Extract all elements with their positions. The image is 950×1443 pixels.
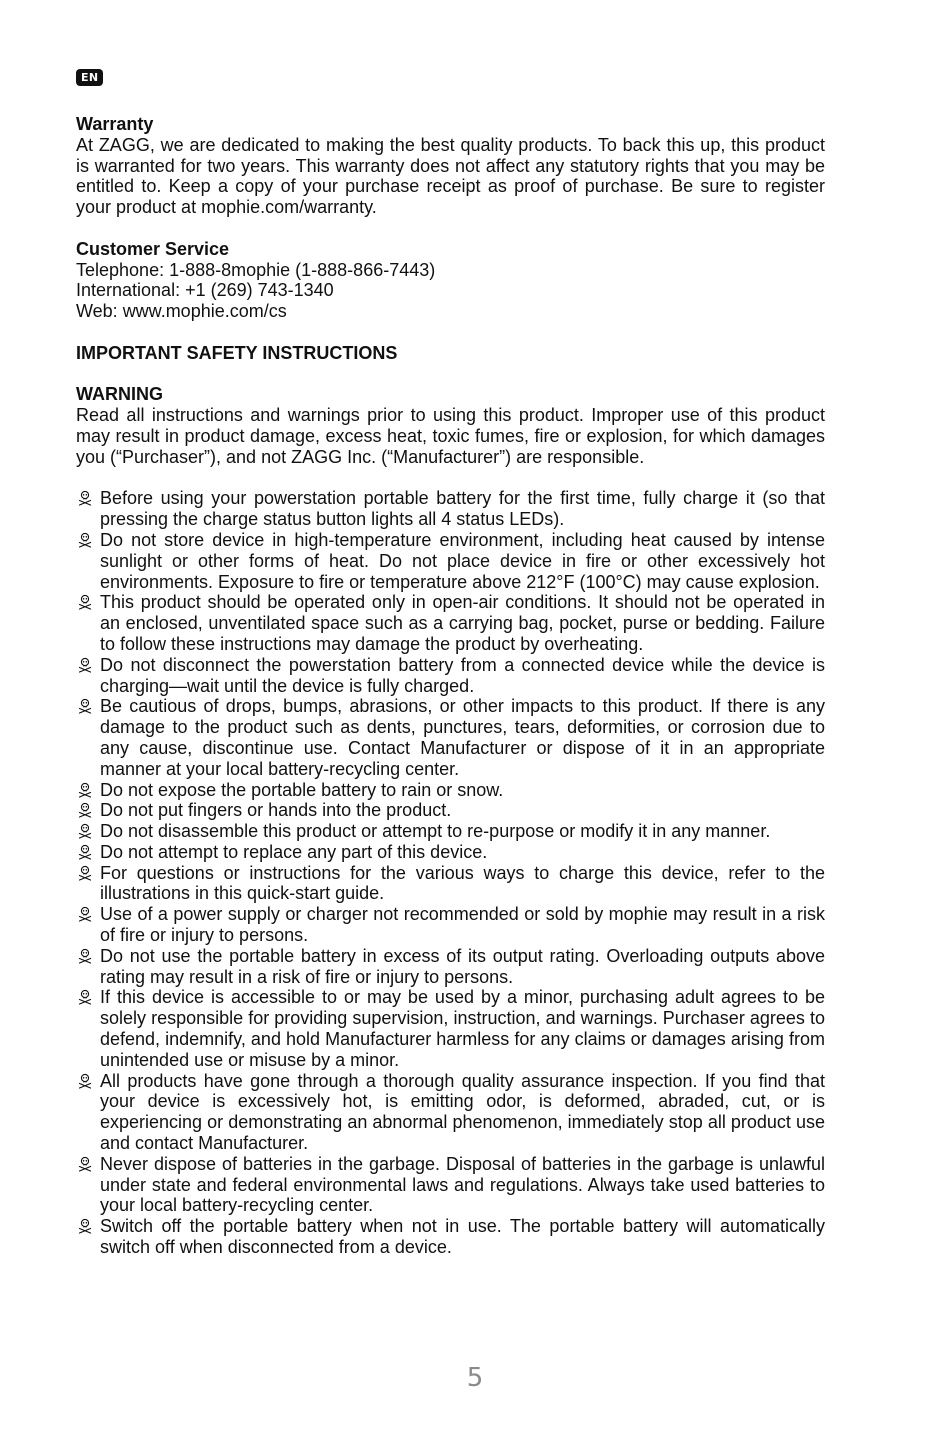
spacer [76,86,825,114]
warranty-heading: Warranty [76,114,154,134]
warning-item [76,488,825,530]
safety-heading: IMPORTANT SAFETY INSTRUCTIONS [76,342,398,363]
spacer [76,364,825,385]
warning-item-text: Do not disconnect the powerstation battery from a connected device while the device is charging—wait until the device is fully charged. [100,654,825,696]
page-number: 5 [466,1363,484,1393]
warranty-section [76,114,825,218]
skull-crossbones-icon [78,1073,92,1089]
skull-crossbones-icon [78,657,92,673]
skull-crossbones-icon [78,1218,92,1234]
skull-crossbones-icon [78,948,92,964]
warning-item-text: Do not disassemble this product or attempt to re-purpose or modify it in any manner. [100,821,771,842]
warning-item-text: Do not use the portable battery in excess of its output rating. Overloading outputs above rating may result in a risk of fire or injury to persons. [100,945,825,987]
warning-item [76,530,825,592]
document-page [76,68,825,1258]
warning-item [76,800,825,821]
spacer [76,218,825,239]
warning-item [76,904,825,946]
warning-item-text: This product should be operated only in open-air conditions. It should not be operated in an enclosed, unventilated space such as a carrying bag, pocket, purse or bedding. Failure to follow these instructions may damage the product by overheating. [100,592,825,654]
warning-text: Read all instructions and warnings prior to using this product. Improper use of this product may result in product damage, excess heat, toxic fumes, fire or explosion, for which damages you (“Purchaser”), and not ZAGG Inc. (“Manufacturer”) are responsible. [76,405,825,467]
telephone-line: Telephone: 1-888-8mophie (1-888-866-7443) [76,259,436,280]
skull-crossbones-icon [78,802,92,818]
warning-item-text: Do not store device in high-temperature environment, including heat caused by intense sunlight or other forms of heat. Do not place device in fire or other excessively hot environments. Exposure to fire or temperature above 212°F (100°C) may cause explosion. [100,529,825,592]
skull-crossbones-icon [78,532,92,548]
warning-item-text: If this device is accessible to or may be used by a minor, purchasing adult agrees to be solely responsible for providing supervision, instruction, and warnings. Purchaser agrees to defend, indemnify, and hold Manufacturer harmless for any claims or damages arising from unintended use or misuse by a minor. [100,987,825,1070]
skull-crossbones-icon [78,906,92,922]
customer-service-heading: Customer Service [76,238,230,259]
warning-item [76,655,825,697]
international-line: International: +1 (269) 743-1340 [76,280,334,301]
warning-list [76,488,825,1257]
warning-item-text: Be cautious of drops, bumps, abrasions, or other impacts to this product. If there is any damage to the product such as dents, punctures, tears, deformities, or corrosion due to any cause, discontinue use. Contact Manufacturer or dispose of it in an appropriate manner at your local battery-recycling center. [100,696,825,779]
warning-item-text: Use of a power supply or charger not recommended or sold by mophie may result in a risk of fire or injury to persons. [100,904,825,946]
warranty-text: At ZAGG, we are dedicated to making the best quality products. To back this up, this product is warranted for two years. This warranty does not affect any statutory rights that you may be entitled to. Keep a copy of your purchase receipt as proof of purchase. Be sure to register your product at mophie.com/warranty. [76,134,825,218]
warning-item-text: Never dispose of batteries in the garbage. Disposal of batteries in the garbage is unlawful under state and federal environmental laws and regulations. Always take used batteries to your local battery-recycling center. [100,1153,825,1216]
warning-item [76,842,825,863]
warning-heading: WARNING [76,384,163,405]
skull-crossbones-icon [78,844,92,860]
warning-item-text: Do not expose the portable battery to rain or snow. [100,779,504,800]
warning-item [76,1071,825,1154]
skull-crossbones-icon [78,490,92,506]
warning-item-text: Do not put fingers or hands into the product. [100,800,452,821]
warning-item [76,696,825,779]
skull-crossbones-icon [78,823,92,839]
customer-service-section [76,239,825,322]
warning-item [76,946,825,988]
warning-item [76,863,825,905]
skull-crossbones-icon [78,594,92,610]
spacer [76,322,825,343]
warning-item-text: Before using your powerstation portable battery for the first time, fully charge it (so that pressing the charge status button lights all 4 status LEDs). [100,488,825,530]
skull-crossbones-icon [78,865,92,881]
warning-item [76,780,825,801]
spacer [76,468,825,489]
skull-crossbones-icon [78,698,92,714]
warning-item-text: Switch off the portable battery when not in use. The portable battery will automatically switch off when disconnected from a device. [100,1216,825,1258]
warning-item [76,821,825,842]
skull-crossbones-icon [78,1156,92,1172]
warning-item [76,987,825,1070]
warning-item [76,592,825,654]
web-line: Web: www.mophie.com/cs [76,301,287,322]
warning-item-text: All products have gone through a thorough quality assurance inspection. If you find that your device is excessively hot, is emitting odor, is deformed, abraded, cut, or is experiencing or demonstrating an abnormal phenomenon, immediately stop all product use and contact Manufacturer. [100,1070,825,1154]
language-badge: EN [76,69,103,86]
warning-item-text: For questions or instructions for the various ways to charge this device, refer to the illustrations in this quick-start guide. [100,862,825,904]
safety-section [76,343,825,468]
skull-crossbones-icon [78,989,92,1005]
warning-item [76,1154,825,1216]
skull-crossbones-icon [78,782,92,798]
warning-item-text: Do not attempt to replace any part of this device. [100,841,488,862]
warning-item [76,1216,825,1258]
